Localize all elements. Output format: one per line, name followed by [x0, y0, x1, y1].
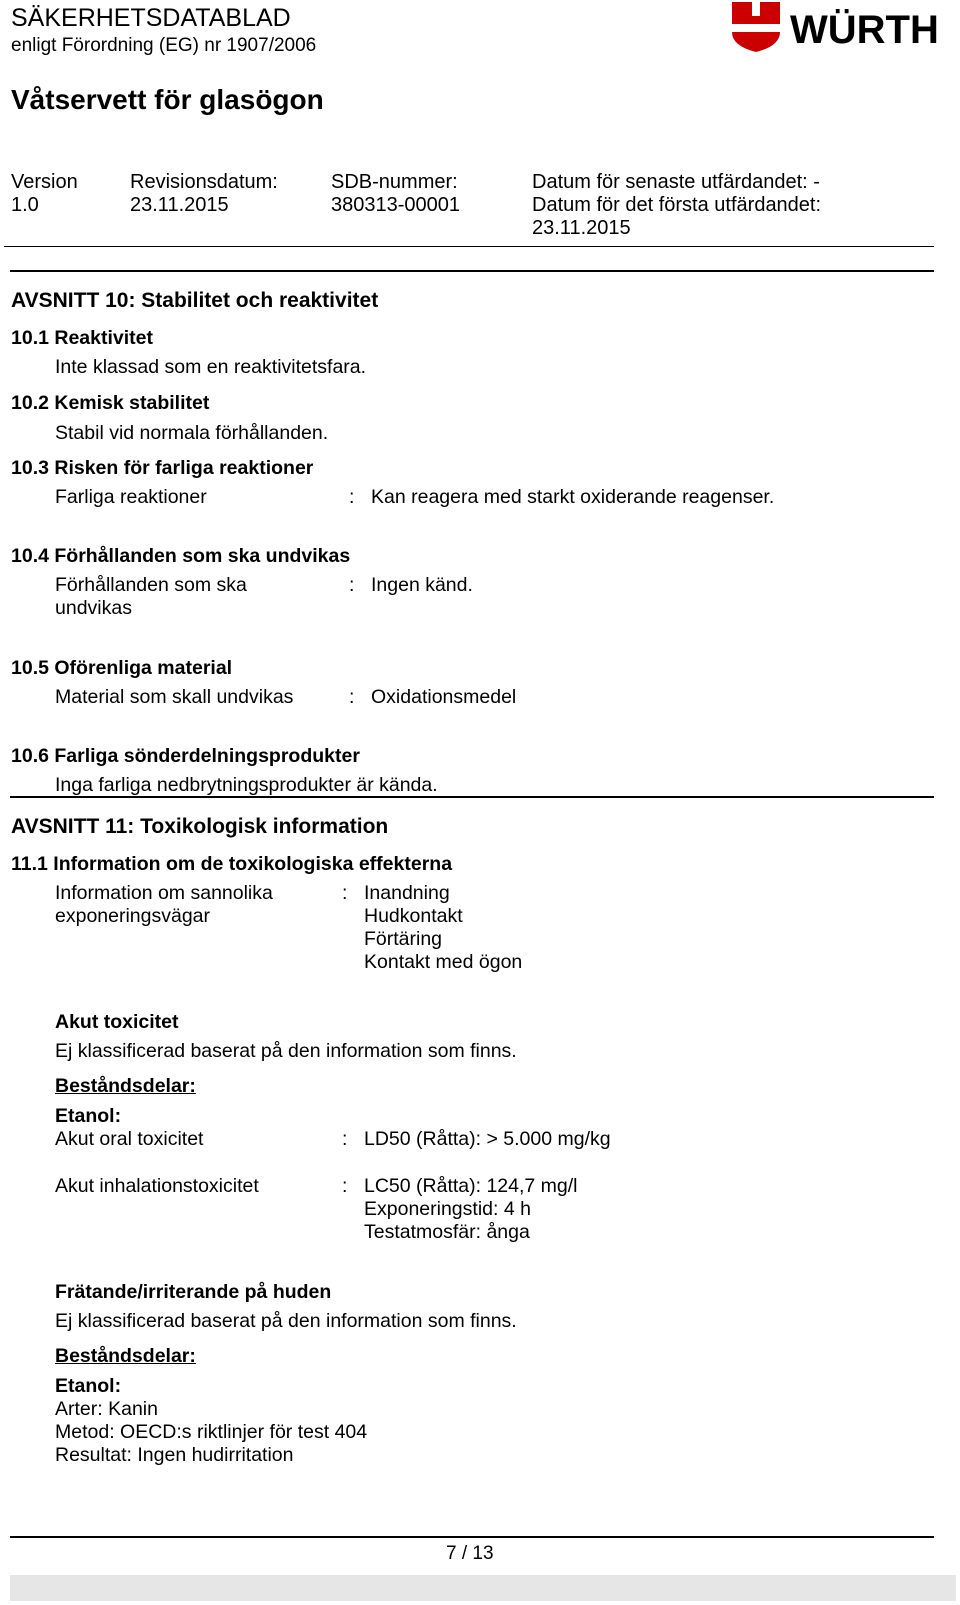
inhalation-value-line3: Testatmosfär: ånga [364, 1221, 530, 1243]
revision-value: 23.11.2015 [130, 194, 229, 216]
materials-value: Oxidationsmedel [371, 686, 517, 708]
footer-divider [10, 1536, 934, 1538]
subsection-10-6-title: 10.6 Farliga sönderdelningsprodukter [11, 745, 360, 767]
components-label: Beståndsdelar: [55, 1075, 196, 1097]
oral-toxicity-label: Akut oral toxicitet [55, 1128, 204, 1150]
routes-label-line1: Information om sannolika [55, 882, 273, 904]
logo-text: WÜRTH [790, 8, 939, 52]
section-divider [10, 270, 934, 272]
subsection-10-2-title: 10.2 Kemisk stabilitet [11, 392, 210, 414]
colon: : [349, 574, 355, 596]
ethanol-label: Etanol: [55, 1105, 122, 1127]
oral-toxicity-value: LD50 (Råtta): > 5.000 mg/kg [364, 1128, 611, 1150]
ethanol-label: Etanol: [55, 1375, 122, 1397]
route-item: Kontakt med ögon [364, 951, 523, 973]
materials-label: Material som skall undvikas [55, 686, 294, 708]
colon: : [349, 486, 355, 508]
footer-bar [10, 1575, 956, 1601]
decomposition-text: Inga farliga nedbrytningsprodukter är kända. [55, 774, 438, 796]
reactivity-text: Inte klassad som en reaktivitetsfara. [55, 356, 367, 378]
doc-type: SÄKERHETSDATABLAD [11, 4, 291, 32]
skin-corrosion-text: Ej klassificerad baserat på den information som finns. [55, 1310, 517, 1332]
section-11-title: AVSNITT 11: Toxikologisk information [11, 815, 389, 838]
method-text: Metod: OECD:s riktlinjer för test 404 [55, 1421, 368, 1443]
regulation: enligt Förordning (EG) nr 1907/2006 [11, 35, 317, 56]
route-item: Hudkontakt [364, 905, 463, 927]
route-item: Förtäring [364, 928, 443, 950]
routes-label-line2: exponeringsvägar [55, 905, 211, 927]
revision-label: Revisionsdatum: [130, 171, 278, 193]
hazardous-reactions-label: Farliga reaktioner [55, 486, 207, 508]
product-title: Våtservett för glasögon [11, 84, 324, 115]
inhalation-value-line2: Exponeringstid: 4 h [364, 1198, 531, 1220]
subsection-10-4-title: 10.4 Förhållanden som ska undvikas [11, 545, 351, 567]
conditions-value: Ingen känd. [371, 574, 473, 596]
subsection-10-5-title: 10.5 Oförenliga material [11, 657, 233, 679]
first-issue-value: 23.11.2015 [532, 217, 631, 239]
acute-toxicity-title: Akut toxicitet [55, 1011, 179, 1033]
last-issue-date: Datum för senaste utfärdandet: - [532, 171, 820, 193]
section-10-title: AVSNITT 10: Stabilitet och reaktivitet [11, 289, 379, 312]
colon: : [349, 686, 355, 708]
sdb-value: 380313-00001 [331, 194, 461, 216]
colon: : [342, 882, 348, 904]
subsection-10-3-title: 10.3 Risken för farliga reaktioner [11, 457, 314, 479]
acute-toxicity-text: Ej klassificerad baserat på den information som finns. [55, 1040, 517, 1062]
inhalation-value-line1: LC50 (Råtta): 124,7 mg/l [364, 1175, 578, 1197]
result-text: Resultat: Ingen hudirritation [55, 1444, 294, 1466]
subsection-11-1-title: 11.1 Information om de toxikologiska effekterna [11, 853, 453, 875]
stability-text: Stabil vid normala förhållanden. [55, 422, 329, 444]
first-issue-label: Datum för det första utfärdandet: [532, 194, 822, 216]
subsection-10-1-title: 10.1 Reaktivitet [11, 327, 153, 349]
skin-corrosion-title: Frätande/irriterande på huden [55, 1281, 332, 1303]
colon: : [342, 1175, 348, 1197]
sdb-label: SDB-nummer: [331, 171, 458, 193]
conditions-label-line2: undvikas [55, 597, 132, 619]
wurth-logo [732, 2, 958, 52]
inhalation-toxicity-label: Akut inhalationstoxicitet [55, 1175, 259, 1197]
page-number: 7 / 13 [446, 1543, 494, 1564]
header-divider [4, 246, 934, 247]
components-label: Beståndsdelar: [55, 1345, 196, 1367]
species-text: Arter: Kanin [55, 1398, 158, 1420]
conditions-label-line1: Förhållanden som ska [55, 574, 247, 596]
route-item: Inandning [364, 882, 450, 904]
hazardous-reactions-value: Kan reagera med starkt oxiderande reagenser. [371, 486, 775, 508]
section-divider [10, 796, 934, 798]
version-label: Version [11, 171, 78, 193]
colon: : [342, 1128, 348, 1150]
version-value: 1.0 [11, 194, 39, 216]
